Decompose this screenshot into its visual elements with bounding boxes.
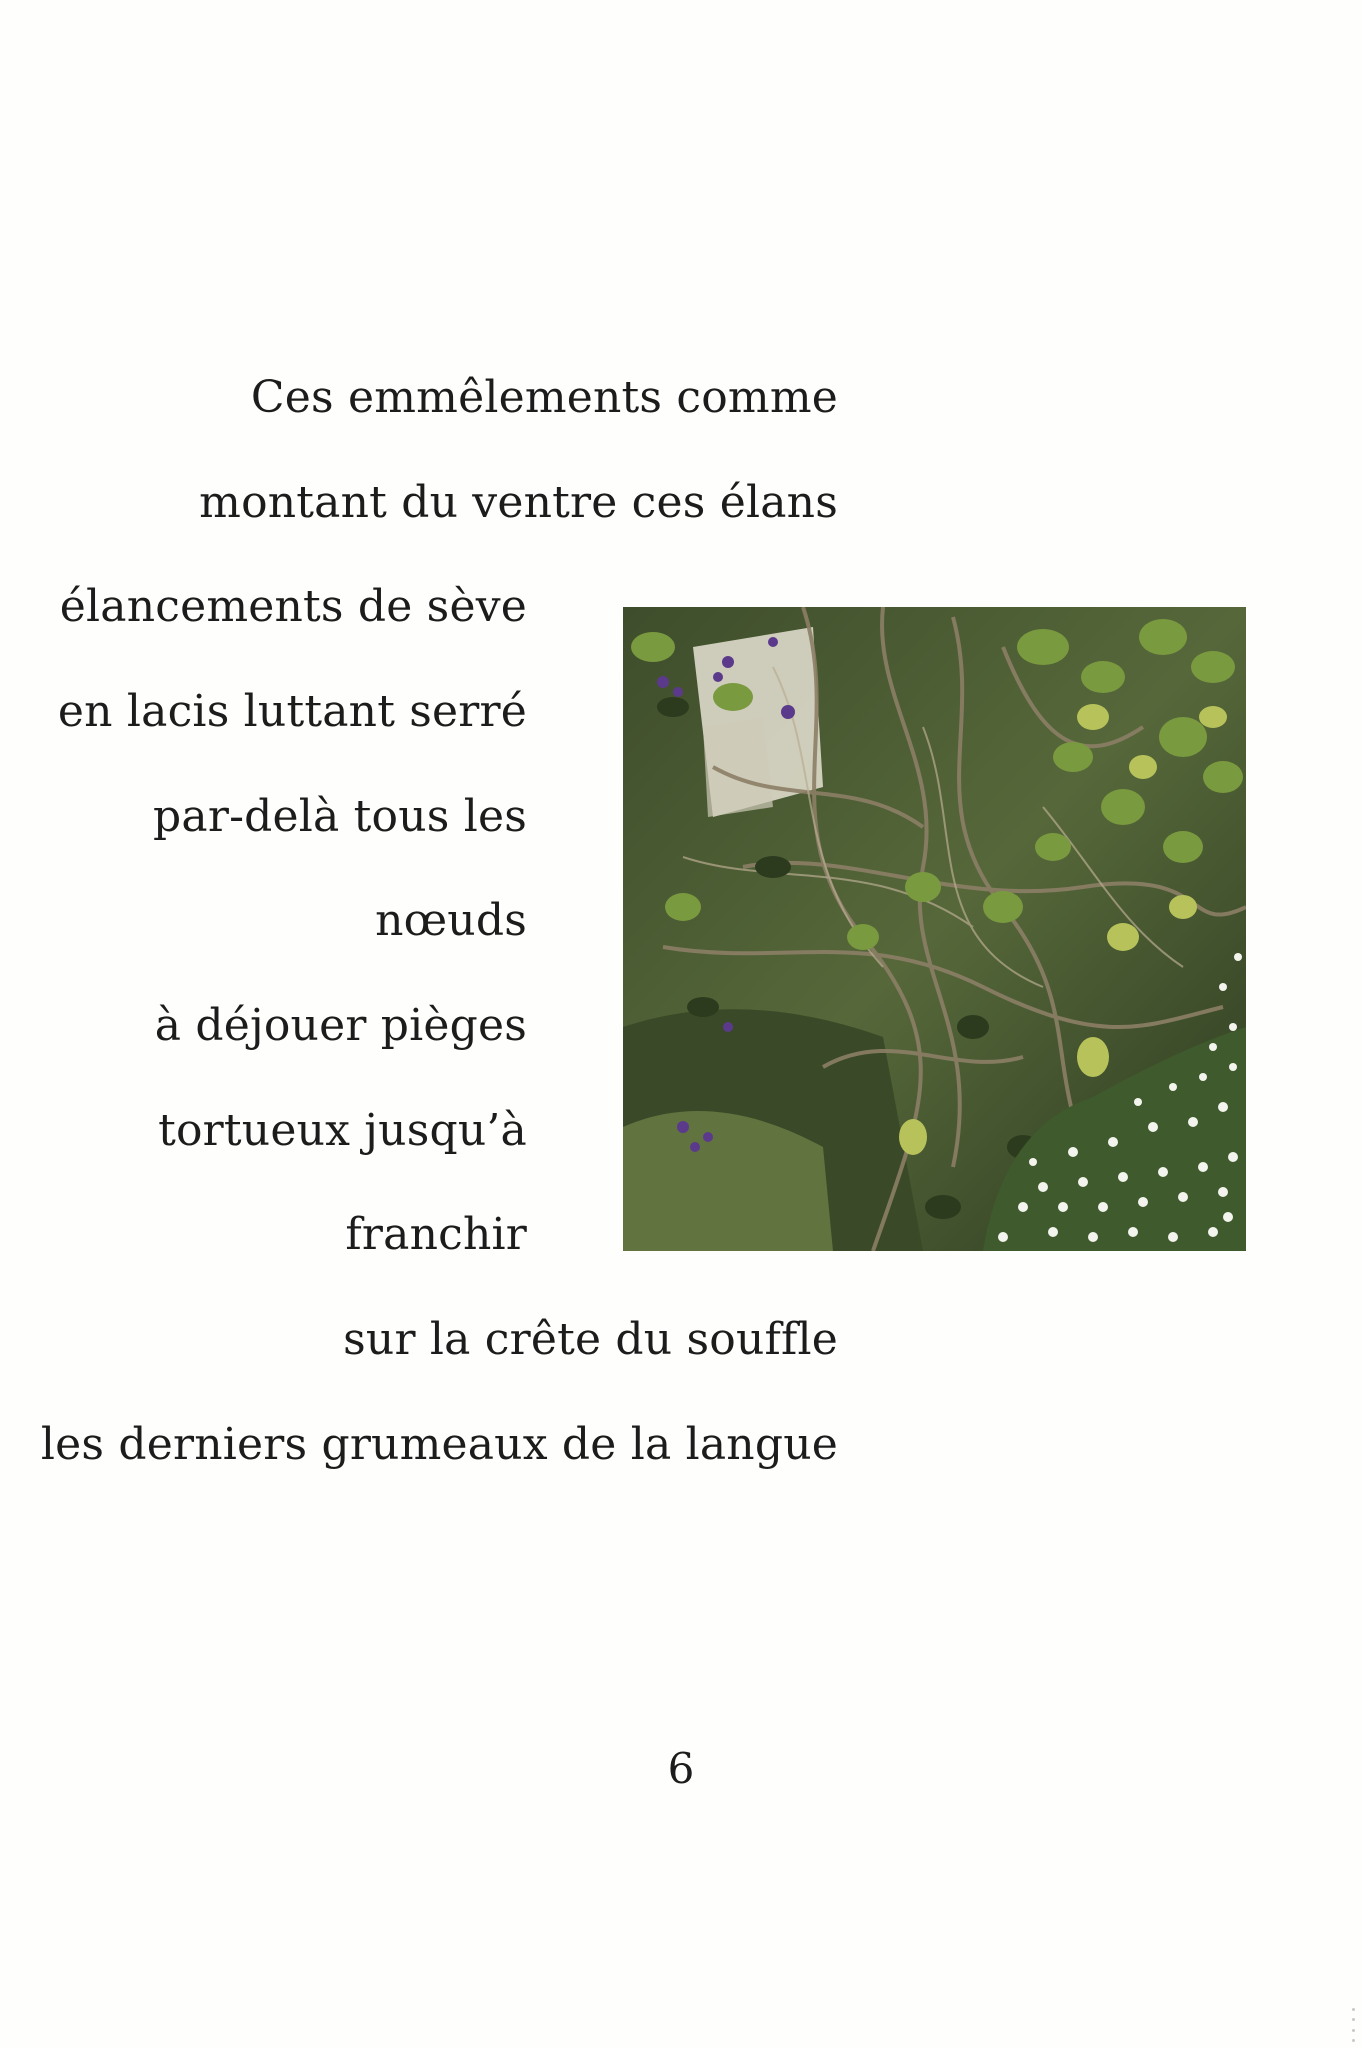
scroll-indicator: [1352, 2008, 1356, 2042]
poem-line-3: élancements de sève: [59, 581, 527, 632]
poem-line-6: nœuds: [375, 895, 527, 946]
poem-line-4: en lacis luttant serré: [57, 686, 527, 737]
page-number: 6: [667, 1744, 695, 1793]
foliage-photo: [623, 607, 1246, 1251]
poem-line-8: tortueux jusqu’à: [158, 1105, 527, 1156]
poem-line-11: les derniers grumeaux de la langue: [40, 1419, 838, 1470]
poem-line-10: sur la crête du souffle: [343, 1314, 838, 1365]
poem-line-9: franchir: [345, 1209, 527, 1260]
poem-line-1: Ces emmêlements comme: [250, 372, 838, 423]
poem-line-2: montant du ventre ces élans: [199, 477, 838, 528]
poem-line-7: à déjouer pièges: [154, 1000, 527, 1051]
poem-line-5: par-delà tous les: [153, 791, 527, 842]
